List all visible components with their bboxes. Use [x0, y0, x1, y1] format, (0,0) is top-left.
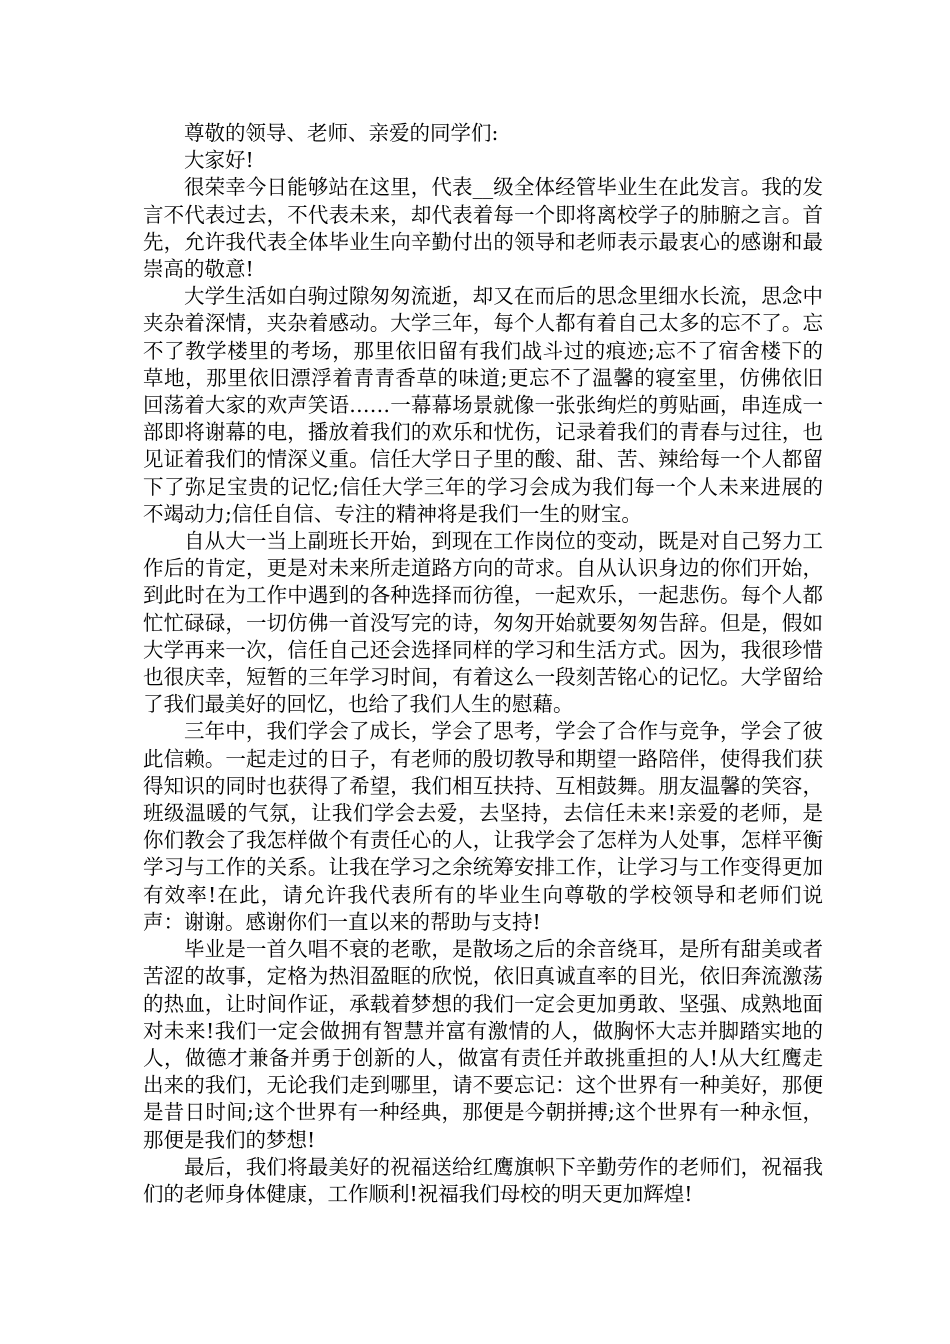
greeting-line: 大家好! [184, 148, 254, 173]
paragraph-5: 毕业是一首久唱不衰的老歌，是散场之后的余音绕耳，是所有甜美或者苦涩的故事，定格为热泪盈眶的欣悦，依旧真诚直率的目光，依旧奔流激荡的热血，让时间作证，承载着梦想的我们一定会更加勇敢、坚强、成熟地面对未来!我们一定会做拥有智慧并富有激情的人，做胸怀大志并脚踏实地的人，做德才兼备并勇于创新的人，做富有责任并敢挑重担的人!从大红鹰走出来的我们，无论我们走到哪里，请不要忘记：这个世界有一种美好，那便是昔日时间;这个世界有一种经典，那便是今朝拼搏;这个世界有一种永恒，那便是我们的梦想! [143, 937, 823, 1152]
salutation: 尊敬的领导、老师、亲爱的同学们: [184, 121, 499, 145]
speech-text [143, 120, 823, 1208]
paragraph-6: 最后，我们将最美好的祝福送给红鹰旗帜下辛勤劳作的老师们，祝福我们的老师身体健康，工作顺利!祝福我们母校的明天更加辉煌! [143, 1154, 823, 1206]
paragraph-2: 大学生活如白驹过隙匆匆流逝，却又在而后的思念里细水长流，思念中夹杂着深情，夹杂着感动。大学三年，每个人都有着自己太多的忘不了。忘不了教学楼里的考场，那里依旧留有我们战斗过的痕迹;忘不了宿舍楼下的草地，那里依旧漂浮着青青香草的味道;更忘不了温馨的寝室里，仿佛依旧回荡着大家的欢声笑语……一幕幕场景就像一张张绚烂的剪贴画，串连成一部即将谢幕的电，播放着我们的欢乐和忧伤，记录着我们的青春与过往，也见证着我们的情深义重。信任大学日子里的酸、甜、苦、辣给每一个人都留下了弥足宝贵的记忆;信任大学三年的学习会成为我们每一个人未来进展的不竭动力;信任自信、专注的精神将是我们一生的财宝。 [143, 284, 823, 526]
paragraph-4: 三年中，我们学会了成长，学会了思考，学会了合作与竞争，学会了彼此信赖。一起走过的日子，有老师的殷切教导和期望一路陪伴，使得我们获得知识的同时也获得了希望，我们相互扶持、互相鼓舞。朋友温馨的笑容，班级温暖的气氛，让我们学会去爱，去坚持，去信任未来!亲爱的老师，是你们教会了我怎样做个有责任心的人，让我学会了怎样为人处事，怎样平衡学习与工作的关系。让我在学习之余统筹安排工作，让学习与工作变得更加有效率!在此，请允许我代表所有的毕业生向尊敬的学校领导和老师们说声：谢谢。感谢你们一直以来的帮助与支持! [143, 719, 823, 934]
paragraph-3: 自从大一当上副班长开始，到现在工作岗位的变动，既是对自己努力工作后的肯定，更是对未来所走道路方向的苛求。自从认识身边的你们开始，到此时在为工作中遇到的各种选择而彷徨，一起欢乐，一起悲伤。每个人都忙忙碌碌，一切仿佛一首没写完的诗，匆匆开始就要匆匆告辞。但是，假如大学再来一次，信任自己还会选择同样的学习和生活方式。因为，我很珍惜也很庆幸，短暂的三年学习时间，有着这么一段刻苦铭心的记忆。大学留给了我们最美好的回忆，也给了我们人生的慰藉。 [143, 529, 823, 717]
paragraph-1: 很荣幸今日能够站在这里，代表__级全体经管毕业生在此发言。我的发言不代表过去，不代表未来，却代表着每一个即将离校学子的肺腑之言。首先，允许我代表全体毕业生向辛勤付出的领导和老师表示最衷心的感谢和最崇高的敬意! [143, 175, 823, 282]
